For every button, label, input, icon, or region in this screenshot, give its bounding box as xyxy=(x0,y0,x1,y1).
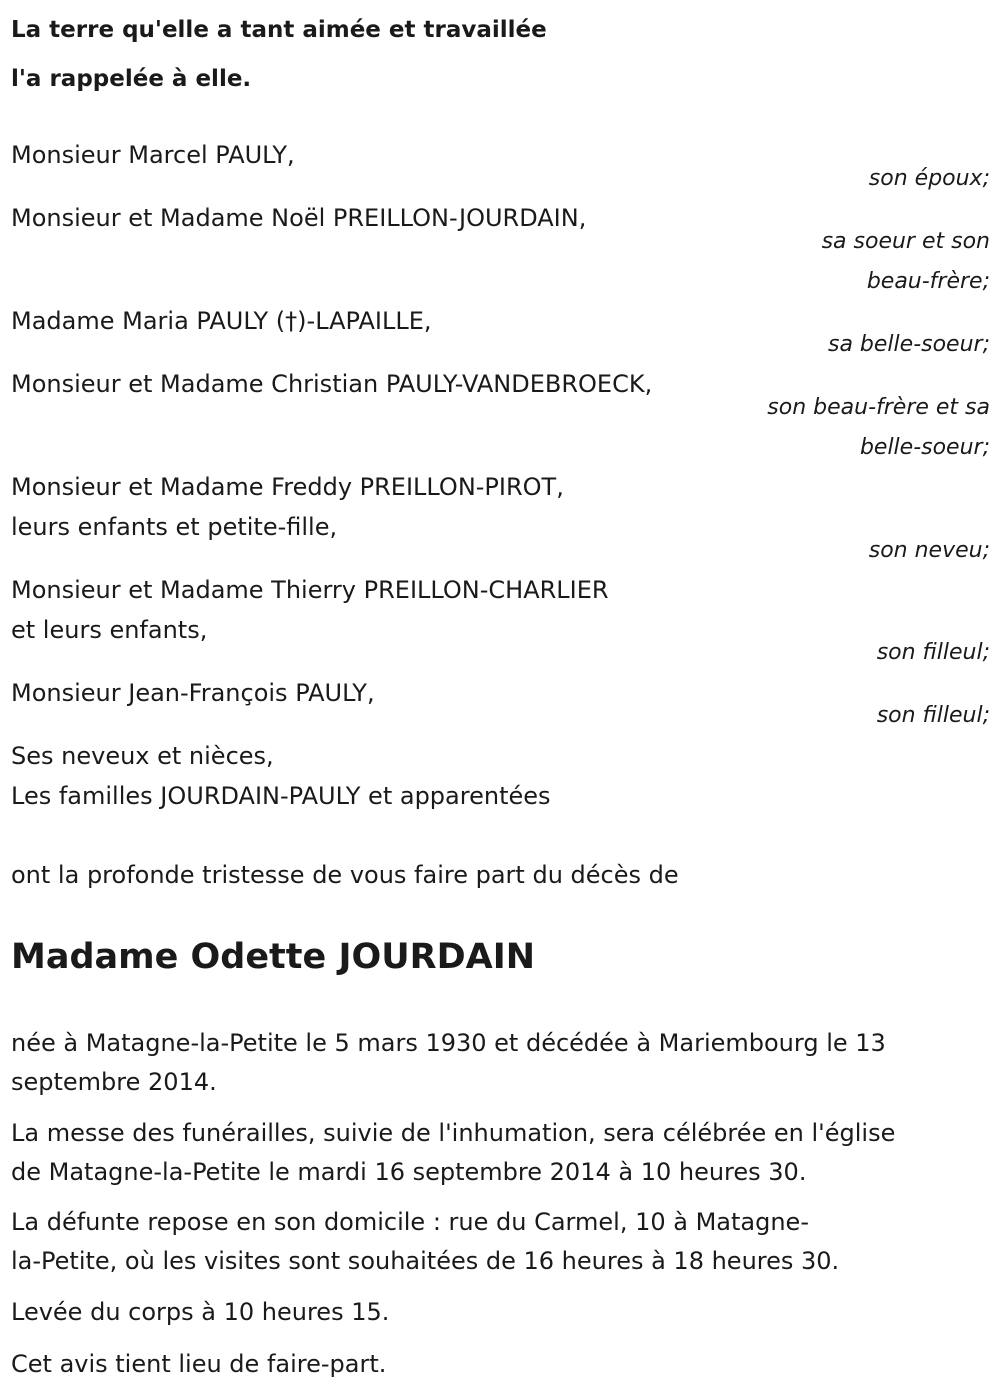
family-relation-line: son beau-frère et sa xyxy=(767,395,990,420)
family-entry xyxy=(11,673,991,713)
birth-death-details xyxy=(11,1024,986,1102)
closing-note: Cet avis tient lieu de faire-part. xyxy=(11,1350,387,1378)
epigraph-line: La terre qu'elle a tant aimée et travaillée xyxy=(11,17,547,43)
detail-line: La défunte repose en son domicile : rue du Carmel, 10 à Matagne- xyxy=(11,1208,809,1236)
family-name: Monsieur Marcel PAULY, xyxy=(11,141,295,169)
levee-details: Levée du corps à 10 heures 15. xyxy=(11,1298,390,1326)
family-relation: son époux; xyxy=(868,166,990,191)
family-name: Monsieur et Madame Thierry PREILLON-CHARLIER xyxy=(11,576,609,604)
family-name: Madame Maria PAULY (†)-LAPAILLE, xyxy=(11,307,432,335)
family-relation: sa belle-soeur; xyxy=(828,332,990,357)
family-relation xyxy=(822,222,990,302)
other-relatives-line: Les familles JOURDAIN-PAULY et apparentées xyxy=(11,782,551,810)
family-relation: son filleul; xyxy=(876,640,990,665)
family-relation-line: belle-soeur; xyxy=(859,435,990,460)
family-name: Monsieur et Madame Christian PAULY-VANDEBROECK, xyxy=(11,370,653,398)
family-relation-line: beau-frère; xyxy=(866,269,990,294)
family-name: Monsieur Jean-François PAULY, xyxy=(11,679,375,707)
family-relation-line: sa soeur et son xyxy=(821,229,990,254)
other-relatives-line: Ses neveux et nièces, xyxy=(11,742,274,770)
family-entry xyxy=(11,135,991,175)
family-name: Monsieur et Madame Freddy PREILLON-PIROT, xyxy=(11,473,564,501)
detail-line: de Matagne-la-Petite le mardi 16 septembre 2014 à 10 heures 30. xyxy=(11,1158,807,1186)
family-name: Monsieur et Madame Noël PREILLON-JOURDAIN, xyxy=(11,204,587,232)
family-relation xyxy=(767,388,990,468)
family-relation: son filleul; xyxy=(876,703,990,728)
detail-line: septembre 2014. xyxy=(11,1068,217,1096)
detail-line: la-Petite, où les visites sont souhaitées de 16 heures à 18 heures 30. xyxy=(11,1247,840,1275)
detail-line: née à Matagne-la-Petite le 5 mars 1930 et décédée à Mariembourg le 13 xyxy=(11,1029,886,1057)
funeral-details xyxy=(11,1114,986,1192)
epigraph xyxy=(11,6,911,104)
announcement-text: ont la profonde tristesse de vous faire part du décès de xyxy=(11,861,679,889)
family-name: et leurs enfants, xyxy=(11,616,208,644)
family-relation: son neveu; xyxy=(868,538,990,563)
family-name: leurs enfants et petite-fille, xyxy=(11,513,338,541)
family-entry xyxy=(11,570,991,650)
other-relatives xyxy=(11,736,991,816)
family-entry xyxy=(11,467,991,547)
epigraph-line: l'a rappelée à elle. xyxy=(11,66,252,92)
detail-line: La messe des funérailles, suivie de l'inhumation, sera célébrée en l'église xyxy=(11,1119,896,1147)
deceased-name: Madame Odette JOURDAIN xyxy=(11,937,536,977)
visitation-details xyxy=(11,1203,986,1281)
